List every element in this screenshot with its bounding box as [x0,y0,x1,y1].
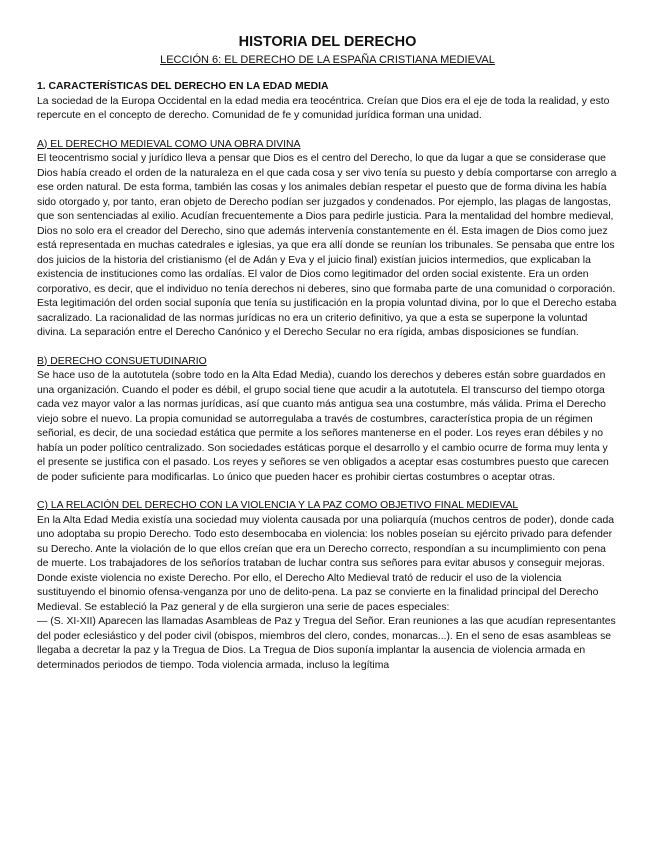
section-heading: C) LA RELACIÓN DEL DERECHO CON LA VIOLENCIA Y LA PAZ COMO OBJETIVO FINAL MEDIEVAL [37,500,519,511]
section-consuetudinario [37,355,618,486]
section-obra-divina [37,138,618,341]
section-heading: B) DERECHO CONSUETUDINARIO [37,355,207,367]
section-paragraph: Se hace uso de la autotutela (sobre todo en la Alta Edad Media), cuando los derechos y deberes están sobre guardados en una organización. Cuando el poder es débil, el grupo social tiene que acudir a la autotutela. El transcurso del tiempo otorga cada vez mayor valor a las normas jurídicas, así que cuanto más antigua sea una costumbre, más válida. Prima el Derecho viejo sobre el nuevo. La propia comunidad se autorregulaba a través de costumbres, característica propia de un régimen señorial, es decir, de una sociedad estática que permite a los señores mantenerse en el poder. Los reyes eran débiles y no había un poder político centralizado. Son sociedades estáticas porque el desarrollo y el cambio ocurre de forma muy lenta y el presente se justifica con el pasado. Los reyes y señores se ven obligados a aceptar esas costumbres puesto que carecen de poder suficiente para modificarlas. Lo único que pueden hacer es prohibir ciertas costumbres o aceptar otras. [37,370,609,483]
section-caracteristicas [37,80,618,124]
section-heading: A) EL DERECHO MEDIEVAL COMO UNA OBRA DIVINA [37,138,301,150]
section-paragraph: El teocentrismo social y jurídico lleva a pensar que Dios es el centro del Derecho, lo que da lugar a que se considerase que Dios había creado el orden de la naturaleza en el que cada cosa y ser vivo tenía su puesto y debía comportarse con arreglo a ese orden natural. De esta forma, también las cosas y los animales debían respetar el puesto que de forma divina les había sido otorgado y, por tanto, eran objeto de Derecho podían ser juzgados y condenados. Por ejemplo, las plagas de langostas, que son sentenciadas al exilio. Acudían frecuentemente a Dios para pedirle justicia. Para la mentalidad del hombre medieval, Dios no solo era el creador del Derecho, sino que además intervenía constantemente en él. Esta imagen de Dios como juez está representada en muchas catedrales e iglesias, ya que era allí donde se reunían los tribunales. Se pensaba que entre los dos juicios de la historia del cristianismo (el de Adán y Eva y el juicio final) existían juicios intermedios, que explicaban la existencia de instituciones como las ordalías. El valor de Dios como legitimador del orden social existente. Era un orden corporativo, es decir, que el individuo no tenía derechos ni deberes, sino que formaba parte de una comunidad o corporación. Esta legitimación del orden social suponía que tenía su justificación en la propia voluntad divina, por lo que el Derecho estaba sacralizado. La racionalidad de las normas jurídicas no era un criterio definitivo, ya que a esta se superpone la voluntad divina. La separación entre el Derecho Canónico y el Derecho Secular no era rígida, ambas disposiciones se fundían. [37,153,617,338]
document-title: HISTORIA DEL DERECHO [238,34,417,50]
section-paragraph: — (S. XI-XII) Aparecen las llamadas Asambleas de Paz y Tregua del Señor. Eran reuniones a las que acudían representantes del poder eclesiástico y del poder civil (obispos, miembros del clero, condes, monarcas...). En el seno de esas asambleas se llegaba a decretar la paz y la Tregua de Dios. La Tregua de Dios suponía implantar la ausencia de violencia armada en determinados periodos de tiempo. Toda violencia armada, incluso la legítima [37,616,616,671]
section-heading: 1. CARACTERÍSTICAS DEL DERECHO EN LA EDAD MEDIA [37,81,329,92]
document-subtitle: LECCIÓN 6: EL DERECHO DE LA ESPAÑA CRISTIANA MEDIEVAL [160,54,495,66]
section-violencia-paz [37,499,618,673]
section-paragraph: La sociedad de la Europa Occidental en la edad media era teocéntrica. Creían que Dios era el eje de toda la realidad, y esto repercute en el concepto de derecho. Comunidad de fe y comunidad jurídica forman una unidad. [37,95,610,121]
section-paragraph: En la Alta Edad Media existía una sociedad muy violenta causada por una poliarquía (muchos centros de poder), donde cada uno adoptaba su propio Derecho. Todo esto desembocaba en violencia: los nobles poseían su ejército privado para defender su Derecho. Ante la violación de lo que ellos creían que era un Derecho correcto, respondían a su incumplimiento con pena de muerte. Los trabajadores de los señoríos trataban de luchar contra sus señores para evitar abusos y conseguir mejoras. Donde existe violencia no existe Derecho. Por ello, el Derecho Alto Medieval trató de reducir el uso de la violencia sustituyendo el binomio ofensa-venganza por uno de delito-pena. La paz se convierte en la finalidad principal del Derecho Medieval. Se estableció la Paz general y de ella surgieron una serie de paces especiales: [37,514,615,613]
